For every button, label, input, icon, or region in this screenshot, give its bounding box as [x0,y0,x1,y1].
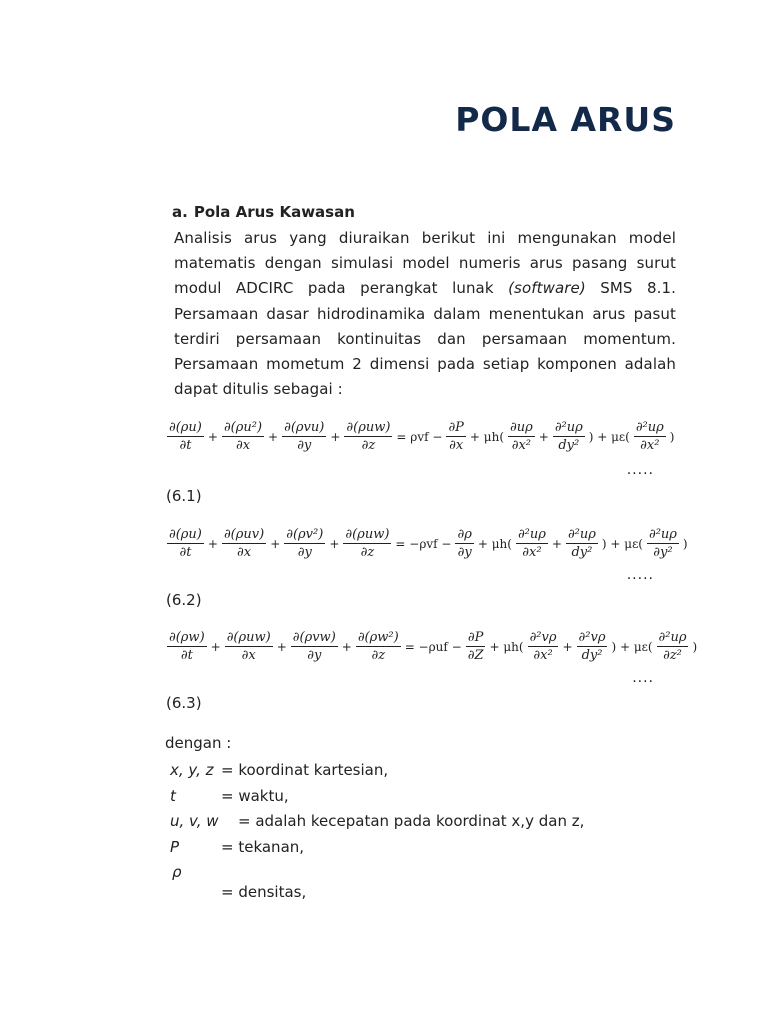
section-heading [172,203,355,221]
equation-number: (6.3) [166,694,202,712]
equation-operator: ) + με( [611,639,653,654]
equation-operator: ) + με( [588,429,630,444]
equation-operator: + [207,429,218,444]
equation-fraction [508,420,535,453]
equation-fraction [577,630,608,663]
equation-fraction [356,630,401,663]
fraction-numerator: ∂²uρ [658,630,687,645]
fraction-numerator: ∂²uρ [648,527,677,542]
equation-operator: + [562,639,573,654]
definition-symbol: t [170,786,176,805]
fraction-numerator: ∂(ρv²) [286,527,324,542]
fraction-denominator: ∂y [297,545,312,560]
fraction-denominator: ∂x [235,438,251,453]
fraction-numerator: ∂(ρuw) [226,630,271,645]
equation-operator: ) [682,536,688,551]
equation-operator: + [270,536,281,551]
equation-operator: ) [692,639,698,654]
fraction-denominator: dy² [571,545,593,560]
equation-fraction [284,527,325,560]
fraction-denominator: ∂y [297,438,312,453]
fraction-numerator: ∂²vρ [529,630,557,645]
equation-operator: + [276,639,287,654]
equation-dots: ..... [626,462,654,478]
equation-fraction [291,630,338,663]
fraction-numerator: ∂²uρ [517,527,546,542]
fraction-denominator: ∂y [307,648,322,663]
fraction-numerator: ∂(ρu) [169,527,202,542]
fraction-numerator: ∂²vρ [578,630,606,645]
equation-fraction [466,630,486,663]
equation-dots: .... [632,670,654,686]
fraction-numerator: ∂(ρuw) [345,527,390,542]
equation-6-1 [166,420,686,453]
fraction-numerator: ∂(ρvu) [284,420,325,435]
paragraph-text-1: Analisis arus yang diuraikan berikut ini mengunakan model matematis dengan simulasi model numeris arus pasang surut modul ADCIRC pada perangkat lunak [174,229,676,298]
definition-text: = waktu, [221,786,289,805]
fraction-numerator: ∂²uρ [554,420,583,435]
definition-symbol: u, v, w [170,812,219,830]
equation-6-2 [166,527,686,560]
equation-fraction [647,527,679,560]
definition-text: = adalah kecepatan pada koordinat x,y dan z, [238,812,585,830]
fraction-numerator: ∂uρ [510,420,533,435]
equation-fraction [167,420,204,453]
equation-operator: + [551,536,562,551]
definition-text: = koordinat kartesian, [221,761,389,779]
definition-symbol: x, y, z [170,761,214,779]
equation-operator: ) [669,429,675,444]
fraction-numerator: ∂²uρ [635,420,664,435]
equation-operator: + μh( [469,429,504,444]
fraction-denominator: ∂x [237,545,252,560]
fraction-denominator: dy² [558,438,580,453]
fraction-denominator: ∂x² [640,438,660,453]
equation-fraction [225,630,273,663]
fraction-numerator: ∂(ρuv) [223,527,265,542]
equation-operator: + [330,429,341,444]
equation-fraction [222,527,266,560]
equation-fraction [167,527,204,560]
equation-fraction [282,420,326,453]
equation-operator: + [210,639,221,654]
definitions-intro: dengan : [165,734,232,752]
intro-paragraph [174,226,676,402]
fraction-denominator: ∂Z [467,648,484,663]
fraction-denominator: ∂t [179,438,192,453]
fraction-numerator: ∂(ρu) [169,420,202,435]
equation-operator: ) + με( [601,536,643,551]
equation-fraction [566,527,598,560]
equation-fraction [553,420,585,453]
fraction-numerator: ∂P [448,420,464,435]
paragraph-italic-text: (software) [508,279,586,298]
fraction-numerator: ∂²uρ [567,527,596,542]
equation-number: (6.1) [166,487,202,505]
fraction-denominator: ∂y [457,545,472,560]
definition-symbol: ρ [172,863,182,881]
fraction-denominator: ∂z² [663,648,682,663]
fraction-numerator: ∂(ρvw) [292,630,336,645]
fraction-numerator: ∂(ρw²) [357,630,399,645]
equation-operator: = ρvf − [396,429,443,444]
fraction-numerator: ∂P [467,630,484,645]
equation-fraction [634,420,666,453]
fraction-denominator: ∂z [371,648,386,663]
fraction-denominator: ∂t [179,545,192,560]
fraction-denominator: ∂x [241,648,256,663]
section-number: a. [172,203,188,221]
fraction-denominator: dy² [581,648,603,663]
equation-operator: + [341,639,352,654]
equation-fraction [528,630,559,663]
section-heading-text: Pola Arus Kawasan [193,203,355,221]
fraction-numerator: ∂ρ [457,527,472,542]
fraction-denominator: ∂x [449,438,464,453]
equation-operator: + [268,429,279,444]
equation-operator: + [329,536,340,551]
definition-symbol: P [170,837,180,856]
fraction-denominator: ∂x² [511,438,531,453]
fraction-numerator: ∂(ρu²) [223,420,263,435]
equation-fraction [657,630,689,663]
equation-operator: + [207,536,218,551]
equation-fraction [455,527,473,560]
equation-operator: = −ρuf − [404,639,462,654]
definition-text: = densitas, [221,883,307,901]
page-title: POLA ARUS [455,100,676,139]
fraction-denominator: ∂z [360,545,375,560]
fraction-numerator: ∂(ρuw) [346,420,391,435]
equation-operator: + μh( [489,639,524,654]
paragraph-text-2: SMS 8.1. Persamaan dasar hidrodinamika dalam menentukan arus pasut terdiri persamaan kontinuitas dan persamaan momentum. Persamaan mometum 2 dimensi pada setiap komponen adalah dapat ditulis sebagai : [174,279,677,399]
fraction-denominator: ∂y² [653,545,673,560]
equation-number: (6.2) [166,591,202,609]
fraction-denominator: ∂z [361,438,376,453]
equation-fraction [516,527,548,560]
equation-fraction [446,420,465,453]
equation-operator: + [538,429,549,444]
equation-fraction [222,420,264,453]
fraction-denominator: ∂x² [533,648,553,663]
equation-fraction [344,420,392,453]
definition-text: = tekanan, [221,837,305,856]
equation-fraction [167,630,207,663]
fraction-denominator: ∂x² [522,545,542,560]
fraction-denominator: ∂t [180,648,193,663]
equation-6-3 [166,630,698,663]
equation-operator: = −ρvf − [395,536,452,551]
equation-operator: + μh( [477,536,512,551]
equation-dots: ..... [626,567,654,583]
equation-fraction [343,527,391,560]
fraction-numerator: ∂(ρw) [169,630,205,645]
